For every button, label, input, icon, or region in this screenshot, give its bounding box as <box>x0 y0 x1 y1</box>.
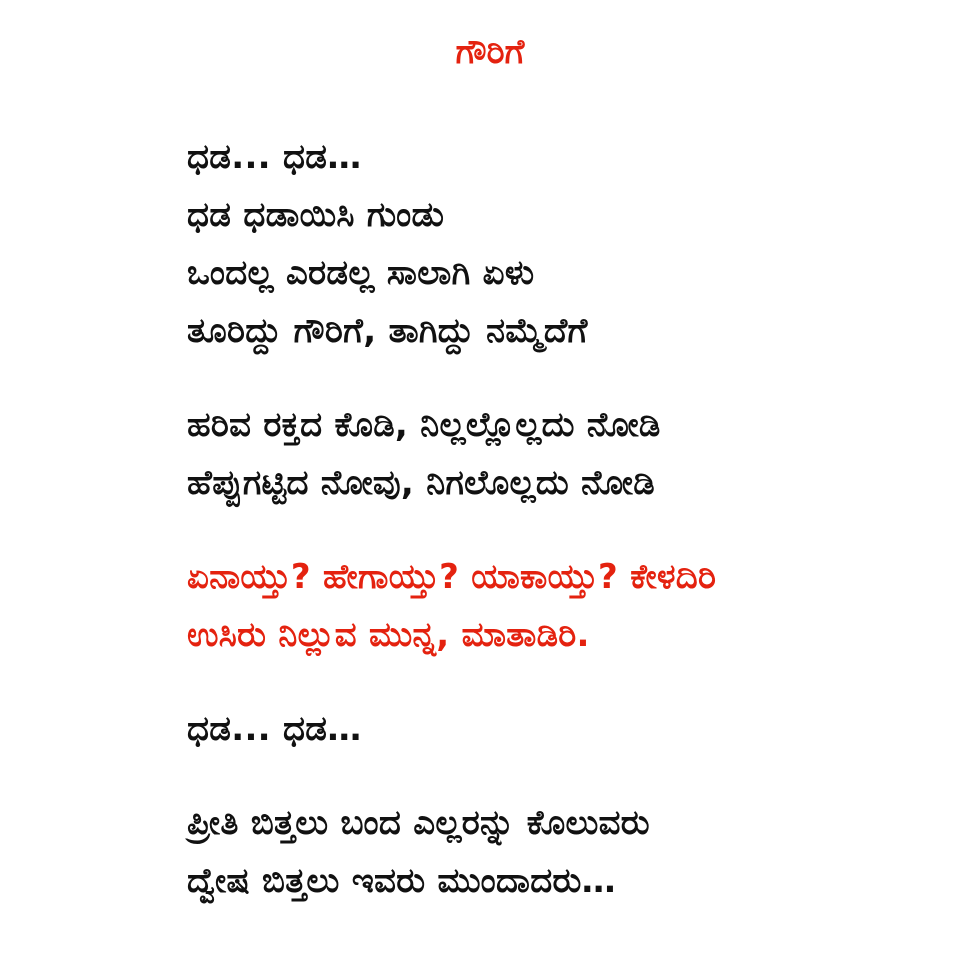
stanza-3-highlighted <box>187 548 947 664</box>
poem-line: ಏನಾಯ್ತು? ಹೇಗಾಯ್ತು? ಯಾಕಾಯ್ತು? ಕೇಳದಿರಿ <box>187 557 717 597</box>
stanza-5 <box>187 794 947 910</box>
poem-line: ಧಡ ಧಡಾಯಿಸಿ ಗುಂಡು <box>187 195 445 235</box>
poem-line: ಪ್ರೀತಿ ಬಿತ್ತಲು ಬಂದ ಎಲ್ಲರನ್ನು ಕೊಲುವರು <box>187 803 650 843</box>
poem-body <box>187 128 947 946</box>
poem-line: ಒಂದಲ್ಲ ಎರಡಲ್ಲ ಸಾಲಾಗಿ ಏಳು <box>187 253 535 293</box>
stanza-2 <box>187 396 947 512</box>
stanza-4 <box>187 700 947 758</box>
poem-line: ಉಸಿರು ನಿಲ್ಲುವ ಮುನ್ನ, ಮಾತಾಡಿರಿ. <box>187 615 590 655</box>
poem-line: ಧಡ... ಧಡ… <box>187 709 362 749</box>
poem-line: ಧಡ... ಧಡ… <box>187 137 362 177</box>
poem-line: ಹೆಪ್ಪುಗಟ್ಟಿದ ನೋವು, ನಿಗಲೊಲ್ಲದು ನೋಡಿ <box>187 463 655 503</box>
poem-line: ತೂರಿದ್ದು ಗೌರಿಗೆ, ತಾಗಿದ್ದು ನಮ್ಮೆದೆಗೆ <box>187 311 588 351</box>
poem-title: ಗೌರಿಗೆ <box>455 32 525 72</box>
poem-line: ಹರಿವ ರಕ್ತದ ಕೊಡಿ, ನಿಲ್ಲಲ್ಲೊಲ್ಲದು ನೋಡಿ <box>187 405 661 445</box>
stanza-1 <box>187 128 947 360</box>
poem-line: ದ್ವೇಷ ಬಿತ್ತಲು ಇವರು ಮುಂದಾದರು… <box>187 861 616 901</box>
